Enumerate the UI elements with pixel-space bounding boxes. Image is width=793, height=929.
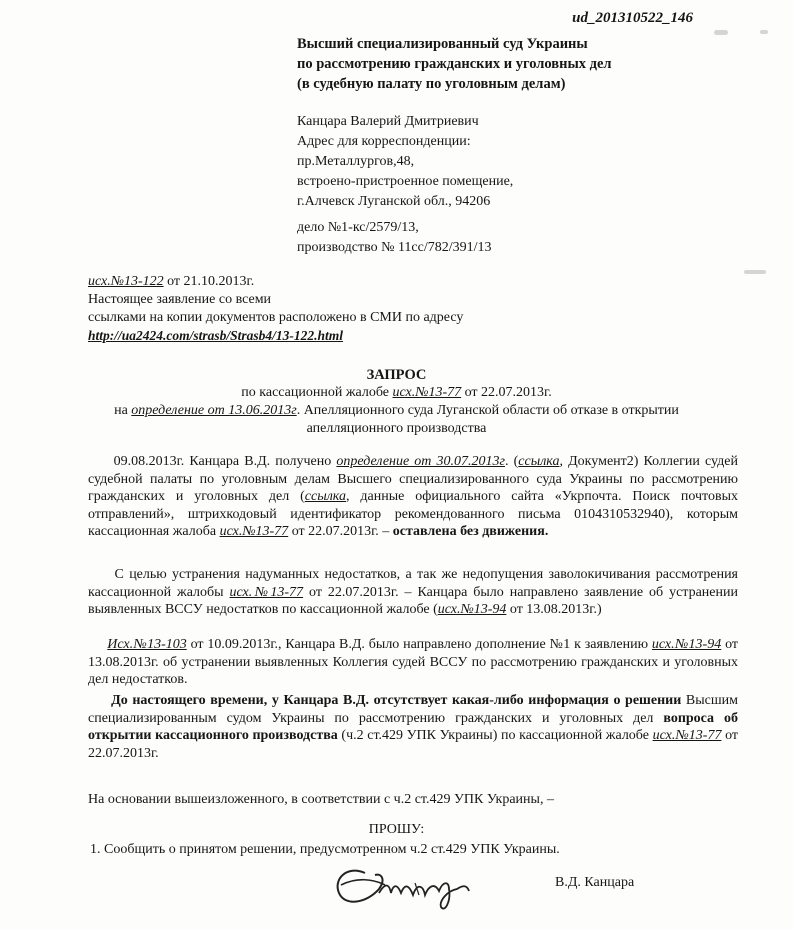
court-line-2: по рассмотрению гражданских и уголовных дел <box>297 56 612 72</box>
p1-text: от 22.07.2013г. – <box>288 524 393 539</box>
p3-ref-link[interactable]: Исх.№13-103 <box>107 637 187 652</box>
document-id: ud_201310522_146 <box>572 10 693 26</box>
ref-note-2: ссылками на копии документов расположено в СМИ по адресу <box>88 310 464 325</box>
p4-bold: До настоящего времени, у Канцара В.Д. отсутствует какая-либо информация о решении <box>111 693 682 708</box>
sender-premises: встроено-пристроенное помещение, <box>297 174 514 189</box>
court-line-1: Высший специализированный суд Украины <box>297 36 588 52</box>
subject-ref-link[interactable]: исх.№13-77 <box>392 385 462 400</box>
request-heading: ПРОШУ: <box>368 822 425 837</box>
p4-ref-link[interactable]: исх.№13-77 <box>652 728 722 743</box>
paragraph-2 <box>88 566 738 619</box>
p3-text: от 13.08.2013г. об устранении выявленных Коллегия судей ВССУ по рассмотрению гражданских и уголовных дел недостатков. <box>88 637 739 687</box>
subject-line-2 <box>0 403 793 419</box>
sender-street: пр.Металлургов,48, <box>297 154 415 169</box>
subject-text: . Апелляционного суда Луганской области об отказе в открытии <box>296 403 679 418</box>
p3-text: от 10.09.2013г., Канцара В.Д. было направлено дополнение №1 к заявлению <box>186 637 652 652</box>
proceeding-number: производство № 11сс/782/391/13 <box>297 240 492 255</box>
scan-smudge <box>760 30 768 34</box>
document-title: ЗАПРОС <box>366 367 427 383</box>
handwritten-signature <box>327 855 492 915</box>
scan-smudge <box>714 30 728 35</box>
sender-city: г.Алчевск Луганской обл., 94206 <box>297 194 491 209</box>
p2-text: от 22.07.2013г. – Канцара было направлено заявление об устранении выявленных ВССУ недостатков по кассационной жалобе ( <box>88 584 738 617</box>
case-number: дело №1-кс/2579/13, <box>297 220 419 235</box>
p3-ref-link[interactable]: исх.№13-94 <box>651 637 722 652</box>
p1-link[interactable]: ссылка <box>518 454 560 469</box>
p2-text: С целью устранения надуманных недостатков, а так же недопущения заволокичивания рассмотрения кассационной жалобы <box>88 567 739 600</box>
paragraph-4 <box>88 692 738 762</box>
ref-note-1: Настоящее заявление со всеми <box>88 292 272 307</box>
request-item-1: 1. Сообщить о принятом решении, предусмотренном ч.2 ст.429 УПК Украины. <box>90 842 560 857</box>
p1-bold: оставлена без движения. <box>392 524 549 539</box>
scan-smudge <box>744 270 766 274</box>
p2-text: от 13.08.2013г.) <box>506 602 602 617</box>
p2-ref-link[interactable]: исх.№13-94 <box>437 602 507 617</box>
outgoing-ref <box>88 273 254 291</box>
p1-text: , данные официального сайта «Укрпочта. Поиск почтовых отправлений», штрихкодовый идентификатор рекомендованного письма 0104310532940), которым кассационная жалоба <box>88 489 739 539</box>
subject-text: на <box>114 403 132 418</box>
sender-name: Канцара Валерий Дмитриевич <box>297 114 479 129</box>
p1-text: . ( <box>505 454 519 469</box>
p1-link[interactable]: ссылка <box>304 489 346 504</box>
subject-text: от 22.07.2013г. <box>461 385 552 400</box>
subject-line-3: апелляционного производства <box>306 421 487 436</box>
subject-ruling-link[interactable]: определение от 13.06.2013г <box>131 403 297 418</box>
p4-text: Высшим специализированным судом Украины по рассмотрению гражданских и уголовных дел <box>88 693 739 726</box>
p1-text: 09.08.2013г. Канцара В.Д. получено <box>113 454 337 469</box>
p4-text: (ч.2 ст.429 УПК Украины) по кассационной жалобе <box>337 728 653 743</box>
sender-address-label: Адрес для корреспонденции: <box>297 134 471 149</box>
p1-text: , Документ2) Коллегии судей судебной палаты по уголовным делам Высшего специализированного суда Украины по рассмотрению гражданских и уголовных дел ( <box>88 454 738 504</box>
paragraph-1 <box>88 453 738 541</box>
outgoing-ref-date: от 21.10.2013г. <box>163 274 255 289</box>
p1-ruling-link[interactable]: определение от 30.07.2013г <box>336 454 505 469</box>
p2-ref-link[interactable]: исх.№13-77 <box>229 584 304 600</box>
subject-text: по кассационной жалобе <box>241 385 393 400</box>
ref-url-link[interactable]: http://ua2424.com/strasb/Strasb4/13-122.html <box>88 328 344 343</box>
p4-bold: вопроса об открытии кассационного производства <box>88 710 739 743</box>
paragraph-3 <box>88 636 738 689</box>
signer-name: В.Д. Канцара <box>555 875 635 890</box>
court-line-3: (в судебную палату по уголовным делам) <box>297 76 566 92</box>
subject-line-1 <box>0 385 793 401</box>
outgoing-ref-number: исх.№13-122 <box>88 274 164 289</box>
p4-text: от 22.07.2013г. <box>88 728 739 761</box>
p1-ref-link[interactable]: исх.№13-77 <box>219 524 289 539</box>
paragraph-5: На основании вышеизложенного, в соответствии с ч.2 ст.429 УПК Украины, – <box>88 792 554 807</box>
